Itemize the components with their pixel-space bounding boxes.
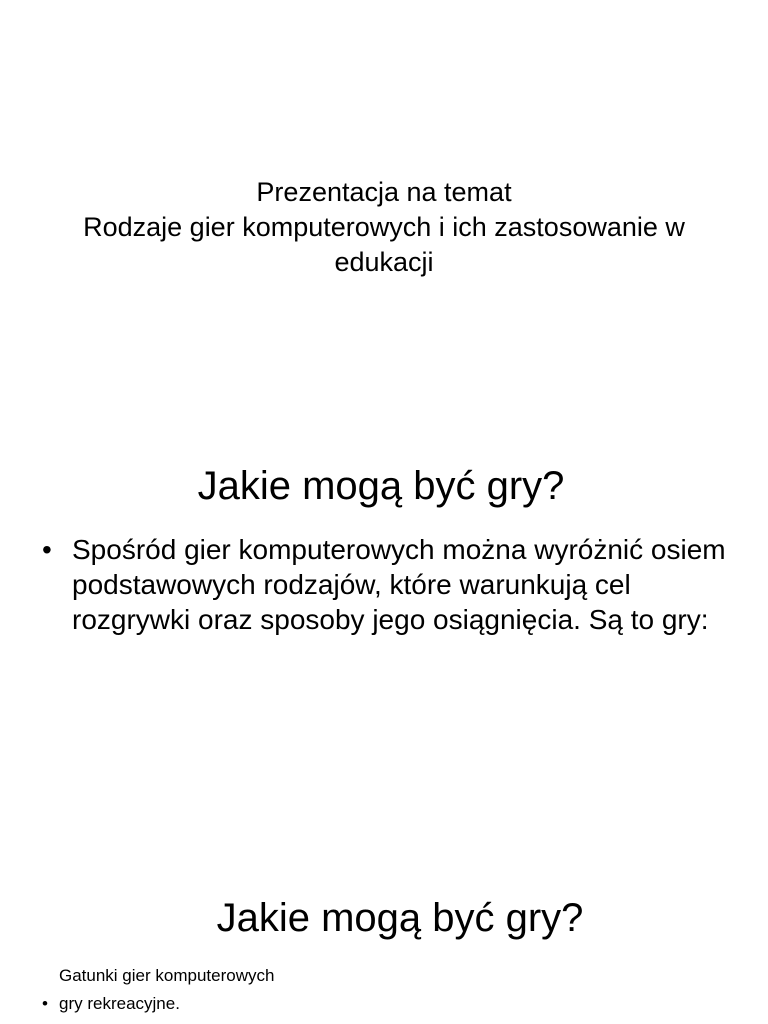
slide-caption: Gatunki gier komputerowych [59,966,275,985]
slide-game-genres [0,812,768,1024]
title-line: Rodzaje gier komputerowych i ich zastosowanie w [83,212,685,242]
list-item-text: Spośród gier komputerowych można wyróżnić osiem podstawowych rodzajów, które warunkują cel rozgrywki oraz sposoby jego osiągnięcia. Są to gry: [72,534,726,635]
bullet-list [42,992,180,1016]
list-item-text: gry rekreacyjne. [59,994,180,1013]
slide-game-types-intro [0,392,768,812]
title-line: edukacji [334,247,434,277]
bullet-icon: • [42,994,48,1013]
bullet-list [42,532,732,637]
title-line: Prezentacja na temat [256,177,512,207]
presentation-title [20,175,748,280]
list-item [42,992,180,1016]
bullet-icon: • [42,534,52,565]
list-item [42,532,732,637]
slide-title [0,0,768,392]
slide-heading: Jakie mogą być gry? [216,896,584,940]
slide-heading: Jakie mogą być gry? [197,464,565,508]
